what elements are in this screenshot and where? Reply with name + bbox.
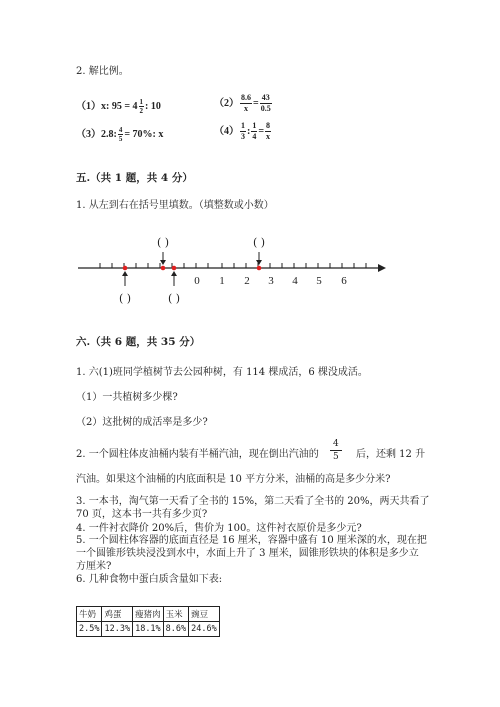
eq1-post: : 10 — [145, 101, 161, 112]
eq3-pre: 2.8: — [101, 129, 117, 140]
protein-table — [76, 606, 220, 637]
s6-question-6: 6. 几种食物中蛋白质含量如下表: — [76, 574, 223, 585]
eq4-f1-num: 1 — [241, 121, 245, 130]
eq4-f3-num: 8 — [266, 121, 271, 130]
s6-question-5-line2: 一个圆锥形铁块浸没到水中，水面上升了 3 厘米，圆锥形铁块的体积是多少立 — [76, 548, 419, 559]
table-header-cell: 牛奶 — [77, 607, 102, 622]
eq4-fraction-2 — [251, 121, 257, 142]
eq1-frac-den: 2 — [139, 107, 144, 116]
s6-question-1: 1. 六(1)班同学植树节去公园种树，有 114 棵成活，6 棵没成活。 — [76, 367, 368, 378]
point-marker-4 — [257, 266, 262, 271]
s6-question-2-line1a: 2. 一个圆柱体皮油桶内装有半桶汽油，现在倒出汽油的 — [76, 449, 319, 460]
tick-label-3: 3 — [268, 275, 274, 287]
q2-frac-den: 5 — [333, 452, 339, 462]
s6-question-2-line2: 汽油。如果这个油桶的内底面积是 10 平方分米，油桶的高是多少分米? — [76, 474, 391, 485]
eq1-fraction — [139, 98, 145, 115]
table-cell: 18.1% — [133, 622, 164, 637]
tick-label-4: 4 — [292, 275, 298, 287]
table-header-cell: 玉米 — [163, 607, 188, 622]
table-cell: 8.6% — [163, 622, 188, 637]
eq4-colon: : — [247, 125, 251, 137]
eq2-left-den: x — [244, 104, 248, 113]
down-arrow-icon — [256, 260, 262, 265]
table-cell: 2.5% — [77, 622, 102, 637]
eq2-left-num: 8.6 — [241, 93, 251, 102]
eq3-post: = 70%: x — [124, 129, 164, 140]
s6-question-3-line2: 70 页，这本书一共有多少页? — [76, 509, 208, 520]
tick-label-6: 6 — [341, 275, 347, 287]
s6-question-3-line1: 3. 一本书，淘气第一天看了全书的 15%，第二天看了全书的 20%，两天共看了 — [76, 496, 430, 507]
point-marker-1 — [123, 266, 128, 271]
up-arrow-icon — [122, 271, 128, 276]
q2-frac-num: 4 — [330, 438, 342, 451]
eq2-right-num: 43 — [261, 93, 270, 102]
table-header-cell: 豌豆 — [189, 607, 220, 622]
table-cell: 24.6% — [189, 622, 220, 637]
eq4-equals: = — [258, 125, 265, 137]
point-marker-3 — [172, 266, 177, 271]
axis-arrow-icon — [378, 264, 386, 272]
equation-1 — [76, 97, 161, 115]
eq3-frac-den: 5 — [118, 135, 123, 144]
tick-label-1: 1 — [219, 275, 225, 287]
q2-title: 2. 解比例。 — [76, 66, 129, 77]
eq4-f2-num: 1 — [252, 121, 257, 130]
eq1-pre: x: 95 = 4 — [101, 101, 138, 112]
section-5-title: 五.（共 1 题，共 4 分） — [76, 172, 193, 184]
number-line-figure — [60, 228, 460, 308]
answer-blank-top-1: ( ) — [156, 236, 170, 249]
s5-question-1: 1. 从左到右在括号里填数。（填整数或小数） — [76, 200, 274, 211]
down-arrow-icon — [160, 260, 166, 265]
eq3-fraction — [118, 126, 124, 143]
table-header-cell: 瘦猪肉 — [133, 607, 164, 622]
tick-label-5: 5 — [316, 275, 322, 287]
s6-question-1a: （1）一共植树多少棵? — [76, 392, 178, 403]
section-6-title: 六.（共 6 题，共 35 分） — [76, 336, 201, 348]
eq3-number: （3） — [76, 129, 101, 140]
eq4-f3-den: x — [266, 132, 271, 141]
eq4-fraction-1 — [240, 121, 246, 142]
equation-2 — [214, 93, 273, 114]
s6-question-4: 4. 一件衬衣降价 20%后，售价为 100。这件衬衣原价是多少元? — [76, 523, 362, 534]
answer-blank-bottom-2: ( ) — [167, 292, 181, 305]
s6-question-1b: （2）这批树的成活率是多少? — [76, 417, 208, 428]
point-marker-2 — [161, 266, 166, 271]
up-arrow-icon — [171, 271, 177, 276]
eq2-right-den: 0.5 — [260, 104, 271, 113]
s6-question-5-line3: 方厘米? — [76, 561, 112, 572]
eq4-f2-den: 4 — [252, 132, 257, 141]
eq4-number: （4） — [214, 125, 239, 137]
eq4-fraction-3 — [265, 121, 271, 142]
table-row — [77, 622, 220, 637]
eq1-number: （1） — [76, 101, 101, 112]
equation-3 — [76, 125, 163, 143]
s6-question-2-line1b: 后，还剩 12 升 — [356, 449, 426, 460]
eq2-fraction-left — [240, 93, 252, 114]
tick-label-2: 2 — [244, 275, 250, 287]
eq4-f1-den: 3 — [241, 132, 245, 141]
table-header-row — [77, 607, 220, 622]
answer-blank-top-2: ( ) — [252, 236, 266, 249]
table-header-cell: 鸡蛋 — [102, 607, 133, 622]
eq1-frac-num: 1 — [139, 98, 144, 107]
tick-label-0: 0 — [194, 275, 200, 287]
eq3-frac-num: 4 — [118, 126, 123, 135]
table-cell: 12.3% — [102, 622, 133, 637]
s6-question-5-line1: 5. 一个圆柱体容器的底面直径是 16 厘米，容器中盛有 10 厘米深的水，现在把 — [76, 535, 427, 546]
eq2-number: （2） — [214, 97, 239, 109]
eq2-fraction-right — [260, 93, 272, 114]
axis-ticks — [100, 263, 366, 268]
eq2-equals: = — [253, 97, 259, 109]
equation-4 — [214, 121, 272, 142]
s6-question-2-fraction — [329, 438, 343, 463]
answer-blank-bottom-1: ( ) — [118, 292, 132, 305]
